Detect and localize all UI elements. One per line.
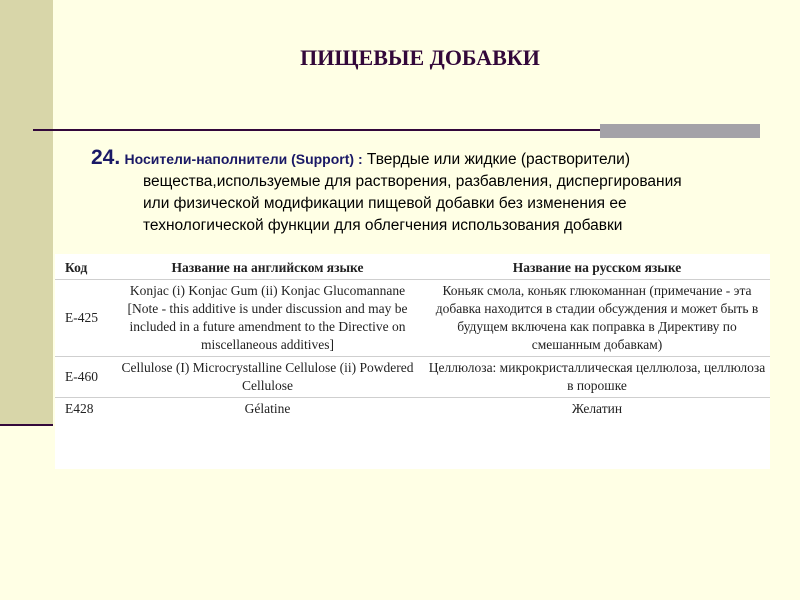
definition-line-1: Твердые или жидкие (растворители) <box>362 151 630 168</box>
header-code: Код <box>55 254 111 280</box>
definition-line-3: или физической модификации пищевой добавки без изменения ее <box>143 195 627 212</box>
definition-line-4: технологической функции для облегчения использования добавки <box>143 217 623 234</box>
cell-english: Cellulose (I) Microcrystalline Cellulose (ii) Powdered Cellulose <box>111 357 424 398</box>
cell-code: E-460 <box>55 357 111 398</box>
header-english: Название на английском языке <box>111 254 424 280</box>
table-row <box>55 398 770 421</box>
cell-russian: Коньяк смола, коньяк глюкоманнан (примечание - эта добавка находится в стадии обсуждения и может быть в будущем включена как поправка в Директиву по смешанным добавкам) <box>424 280 770 357</box>
additives-table-container <box>55 254 770 469</box>
cell-english: Konjac (i) Konjac Gum (ii) Konjac Glucomannane [Note - this additive is under discussion and may be included in a future amendment to the Directive on miscellaneous additives] <box>111 280 424 357</box>
accent-bar <box>600 124 760 138</box>
term-label: Носители-наполнители (Support) : <box>124 151 363 167</box>
side-band-underline <box>0 424 53 426</box>
header-russian: Название на русском языке <box>424 254 770 280</box>
cell-code: E-425 <box>55 280 111 357</box>
cell-english: Gélatine <box>244 401 291 416</box>
slide-title: ПИЩЕВЫЕ ДОБАВКИ <box>300 45 540 70</box>
table-row <box>55 357 770 398</box>
definition-paragraph <box>91 147 781 237</box>
cell-russian: Желатин <box>571 401 623 416</box>
item-number: 24. <box>91 146 121 169</box>
cell-russian: Целлюлоза: микрокристаллическая целлюлоза, целлюлоза в порошке <box>424 357 770 398</box>
cell-code: E428 <box>65 401 94 416</box>
additives-table <box>55 254 770 420</box>
table-header-row <box>55 254 770 280</box>
definition-line-2: вещества,используемые для растворения, разбавления, диспергирования <box>143 173 682 190</box>
table-row <box>55 280 770 357</box>
